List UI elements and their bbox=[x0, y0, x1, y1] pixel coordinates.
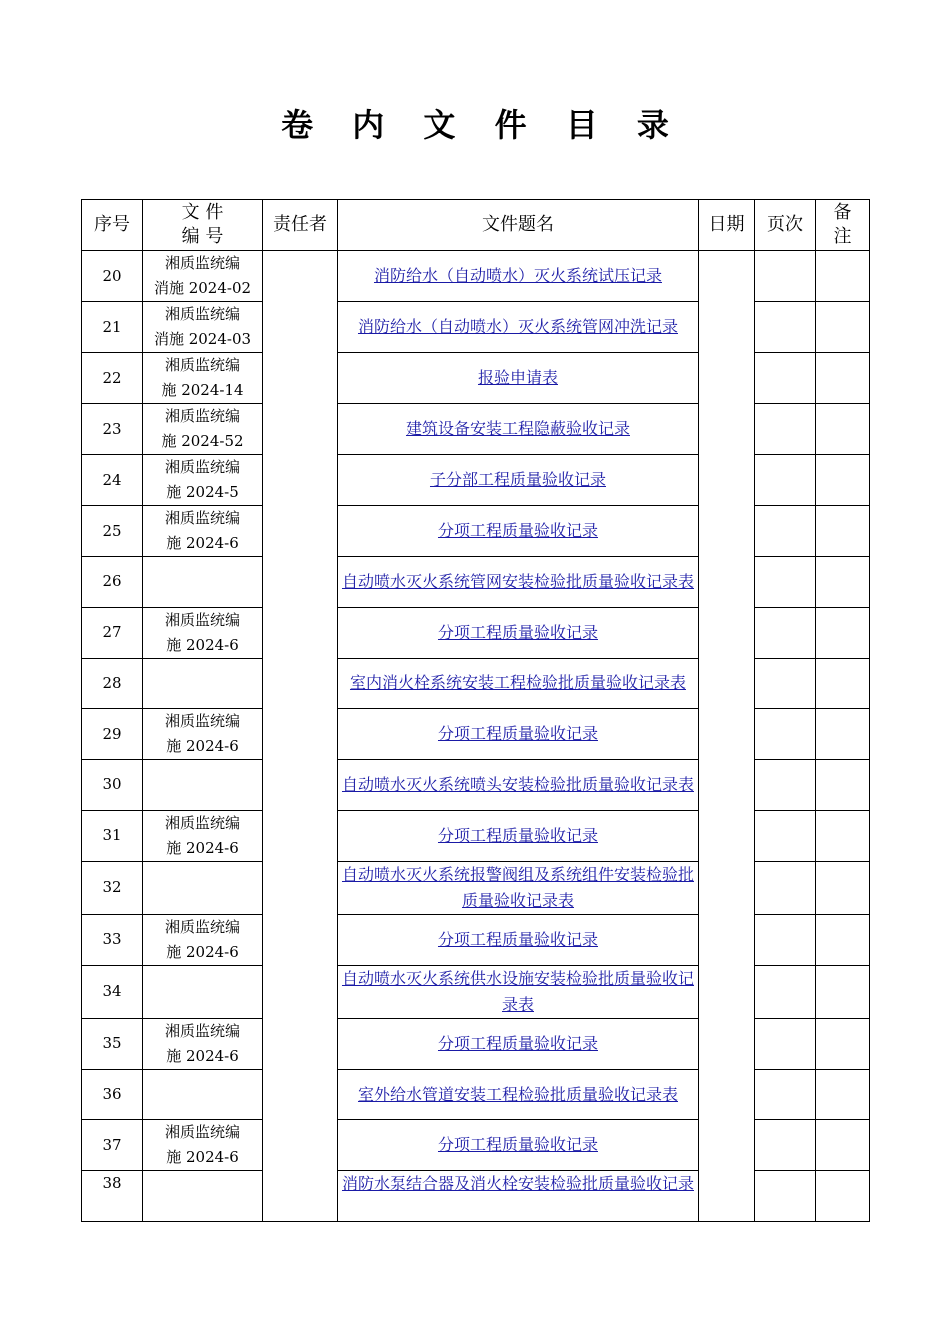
row-seq: 37 bbox=[82, 1120, 143, 1171]
header-date: 日期 bbox=[699, 200, 755, 251]
row-seq: 20 bbox=[82, 251, 143, 302]
row-doc-no bbox=[143, 810, 263, 861]
row-doc-no bbox=[143, 251, 263, 302]
table-body bbox=[82, 251, 870, 1222]
row-seq: 36 bbox=[82, 1069, 143, 1120]
row-title-cell bbox=[338, 557, 699, 608]
row-remark-cell bbox=[816, 1018, 870, 1069]
row-seq: 31 bbox=[82, 810, 143, 861]
row-page-cell bbox=[755, 557, 816, 608]
row-remark-cell bbox=[816, 506, 870, 557]
row-title-link[interactable]: 自动喷水灭火系统报警阀组及系统组件安装检验批质量验收记录表 bbox=[341, 864, 694, 910]
file-catalog-table bbox=[81, 199, 870, 1222]
row-doc-no-line2: 消施 2024-03 bbox=[153, 330, 252, 348]
row-doc-no-line2: 施 2024-6 bbox=[166, 534, 239, 552]
row-doc-no-line2: 施 2024-6 bbox=[166, 838, 239, 857]
row-title-link[interactable]: 分项工程质量验收记录 bbox=[437, 622, 598, 642]
row-title-cell bbox=[338, 658, 699, 709]
row-title-cell bbox=[338, 251, 699, 302]
row-page-cell bbox=[755, 404, 816, 455]
row-doc-no-line2: 施 2024-14 bbox=[161, 381, 244, 399]
row-seq: 22 bbox=[82, 353, 143, 404]
row-doc-no-line1: 湘质监统编 bbox=[164, 305, 240, 323]
row-title-cell bbox=[338, 1171, 699, 1222]
row-doc-no-line2: 施 2024-5 bbox=[166, 483, 239, 501]
header-responsible: 责任者 bbox=[263, 200, 338, 251]
row-title-link[interactable]: 消防给水（自动喷水）灭火系统管网冲洗记录 bbox=[357, 317, 678, 336]
row-doc-no-line1: 湘质监统编 bbox=[164, 1021, 240, 1040]
header-doc-title: 文件题名 bbox=[338, 200, 699, 251]
row-doc-no-line1: 湘质监统编 bbox=[164, 610, 240, 629]
header-doc-no-line1: 文 件 bbox=[181, 202, 224, 223]
row-doc-no bbox=[143, 1069, 263, 1120]
row-doc-no bbox=[143, 760, 263, 811]
row-doc-no bbox=[143, 1171, 263, 1222]
row-title-link[interactable]: 自动喷水灭火系统管网安装检验批质量验收记录表 bbox=[341, 571, 694, 591]
row-seq: 23 bbox=[82, 404, 143, 455]
row-page-cell bbox=[755, 709, 816, 760]
row-page-cell bbox=[755, 1120, 816, 1171]
row-remark-cell bbox=[816, 1069, 870, 1120]
row-seq: 34 bbox=[82, 965, 143, 1018]
row-seq: 33 bbox=[82, 914, 143, 965]
row-seq: 26 bbox=[82, 557, 143, 608]
row-page-cell bbox=[755, 251, 816, 302]
row-page-cell bbox=[755, 810, 816, 861]
row-page-cell bbox=[755, 1018, 816, 1069]
row-page-cell bbox=[755, 353, 816, 404]
row-remark-cell bbox=[816, 353, 870, 404]
header-doc-no bbox=[143, 200, 263, 251]
row-remark-cell bbox=[816, 404, 870, 455]
row-title-link[interactable]: 报验申请表 bbox=[477, 368, 558, 387]
row-title-link[interactable]: 室外给水管道安装工程检验批质量验收记录表 bbox=[357, 1084, 678, 1104]
row-remark-cell bbox=[816, 1171, 870, 1222]
header-remark bbox=[816, 200, 870, 251]
row-title-cell bbox=[338, 607, 699, 658]
row-page-cell bbox=[755, 455, 816, 506]
row-title-cell bbox=[338, 1120, 699, 1171]
row-remark-cell bbox=[816, 251, 870, 302]
responsible-cell bbox=[263, 251, 338, 1222]
row-doc-no bbox=[143, 965, 263, 1018]
row-doc-no bbox=[143, 302, 263, 353]
row-seq: 25 bbox=[82, 506, 143, 557]
row-remark-cell bbox=[816, 557, 870, 608]
page-title: 卷 内 文 件 目 录 bbox=[281, 106, 683, 144]
row-title-cell bbox=[338, 302, 699, 353]
row-title-link[interactable]: 子分部工程质量验收记录 bbox=[429, 470, 606, 489]
row-doc-no bbox=[143, 709, 263, 760]
row-doc-no bbox=[143, 506, 263, 557]
row-doc-no bbox=[143, 658, 263, 709]
row-doc-no-line1: 湘质监统编 bbox=[164, 356, 240, 374]
row-seq: 27 bbox=[82, 607, 143, 658]
row-title-link[interactable]: 室内消火栓系统安装工程检验批质量验收记录表 bbox=[349, 673, 686, 693]
row-doc-no bbox=[143, 861, 263, 914]
row-doc-no bbox=[143, 404, 263, 455]
row-doc-no-line1: 湘质监统编 bbox=[164, 458, 240, 476]
row-doc-no bbox=[143, 1018, 263, 1069]
header-page: 页次 bbox=[755, 200, 816, 251]
row-page-cell bbox=[755, 965, 816, 1018]
row-title-cell bbox=[338, 353, 699, 404]
row-doc-no-line2: 施 2024-6 bbox=[166, 1148, 239, 1167]
row-doc-no bbox=[143, 353, 263, 404]
row-seq: 21 bbox=[82, 302, 143, 353]
row-title-cell bbox=[338, 455, 699, 506]
row-title-link[interactable]: 自动喷水灭火系统喷头安装检验批质量验收记录表 bbox=[341, 774, 694, 794]
table-row bbox=[82, 251, 870, 302]
row-remark-cell bbox=[816, 965, 870, 1018]
row-title-link[interactable]: 建筑设备安装工程隐蔽验收记录 bbox=[405, 419, 630, 438]
row-remark-cell bbox=[816, 658, 870, 709]
row-page-cell bbox=[755, 760, 816, 811]
row-seq: 29 bbox=[82, 709, 143, 760]
row-page-cell bbox=[755, 861, 816, 914]
row-page-cell bbox=[755, 506, 816, 557]
row-page-cell bbox=[755, 607, 816, 658]
row-doc-no-line2: 施 2024-52 bbox=[161, 432, 244, 450]
row-doc-no-line1: 湘质监统编 bbox=[164, 813, 240, 832]
row-page-cell bbox=[755, 302, 816, 353]
header-row bbox=[82, 200, 870, 251]
row-title-link[interactable]: 自动喷水灭火系统供水设施安装检验批质量验收记录表 bbox=[341, 968, 694, 1014]
row-title-link[interactable]: 分项工程质量验收记录 bbox=[437, 521, 598, 540]
row-seq: 28 bbox=[82, 658, 143, 709]
row-title-cell bbox=[338, 709, 699, 760]
row-page-cell bbox=[755, 1171, 816, 1222]
row-remark-cell bbox=[816, 810, 870, 861]
row-remark-cell bbox=[816, 1120, 870, 1171]
row-remark-cell bbox=[816, 709, 870, 760]
row-doc-no-line1: 湘质监统编 bbox=[164, 917, 240, 936]
header-remark-line2: 注 bbox=[833, 226, 852, 247]
row-doc-no-line2: 施 2024-6 bbox=[166, 737, 239, 756]
row-page-cell bbox=[755, 914, 816, 965]
row-doc-no-line2: 施 2024-6 bbox=[166, 1046, 239, 1065]
row-remark-cell bbox=[816, 861, 870, 914]
row-page-cell bbox=[755, 658, 816, 709]
row-remark-cell bbox=[816, 607, 870, 658]
row-title-cell bbox=[338, 404, 699, 455]
row-title-link[interactable]: 消防给水（自动喷水）灭火系统试压记录 bbox=[373, 266, 662, 285]
row-title-link[interactable]: 分项工程质量验收记录 bbox=[437, 1135, 598, 1155]
row-doc-no bbox=[143, 914, 263, 965]
row-title-cell bbox=[338, 914, 699, 965]
row-title-link[interactable]: 分项工程质量验收记录 bbox=[437, 929, 598, 949]
row-title-cell bbox=[338, 506, 699, 557]
row-title-cell bbox=[338, 1018, 699, 1069]
row-doc-no-line1: 湘质监统编 bbox=[164, 712, 240, 731]
row-title-cell bbox=[338, 760, 699, 811]
row-title-link[interactable]: 消防水泵结合器及消火栓安装检验批质量验收记录 bbox=[341, 1174, 694, 1194]
row-doc-no bbox=[143, 607, 263, 658]
row-doc-no-line1: 湘质监统编 bbox=[164, 254, 240, 272]
row-seq: 30 bbox=[82, 760, 143, 811]
header-seq: 序号 bbox=[82, 200, 143, 251]
date-cell bbox=[699, 251, 755, 1222]
row-title-link[interactable]: 分项工程质量验收记录 bbox=[437, 825, 598, 845]
row-seq: 24 bbox=[82, 455, 143, 506]
row-title-link[interactable]: 分项工程质量验收记录 bbox=[437, 724, 598, 744]
row-remark-cell bbox=[816, 760, 870, 811]
row-seq: 38 bbox=[82, 1171, 143, 1222]
row-doc-no bbox=[143, 455, 263, 506]
row-seq: 35 bbox=[82, 1018, 143, 1069]
header-remark-line1: 备 bbox=[833, 202, 852, 223]
row-doc-no-line1: 湘质监统编 bbox=[164, 1123, 240, 1142]
row-doc-no-line1: 湘质监统编 bbox=[164, 407, 240, 425]
row-doc-no-line2: 消施 2024-02 bbox=[153, 279, 252, 297]
row-remark-cell bbox=[816, 455, 870, 506]
row-remark-cell bbox=[816, 914, 870, 965]
row-doc-no-line1: 湘质监统编 bbox=[164, 509, 240, 527]
row-doc-no-line2: 施 2024-6 bbox=[166, 942, 239, 961]
row-title-cell bbox=[338, 1069, 699, 1120]
row-page-cell bbox=[755, 1069, 816, 1120]
row-title-cell bbox=[338, 810, 699, 861]
row-title-cell bbox=[338, 965, 699, 1018]
header-doc-no-line2: 编 号 bbox=[181, 226, 224, 247]
row-title-cell bbox=[338, 861, 699, 914]
row-title-link[interactable]: 分项工程质量验收记录 bbox=[437, 1033, 598, 1053]
row-seq: 32 bbox=[82, 861, 143, 914]
row-doc-no bbox=[143, 1120, 263, 1171]
row-doc-no-line2: 施 2024-6 bbox=[166, 635, 239, 654]
row-doc-no bbox=[143, 557, 263, 608]
row-remark-cell bbox=[816, 302, 870, 353]
